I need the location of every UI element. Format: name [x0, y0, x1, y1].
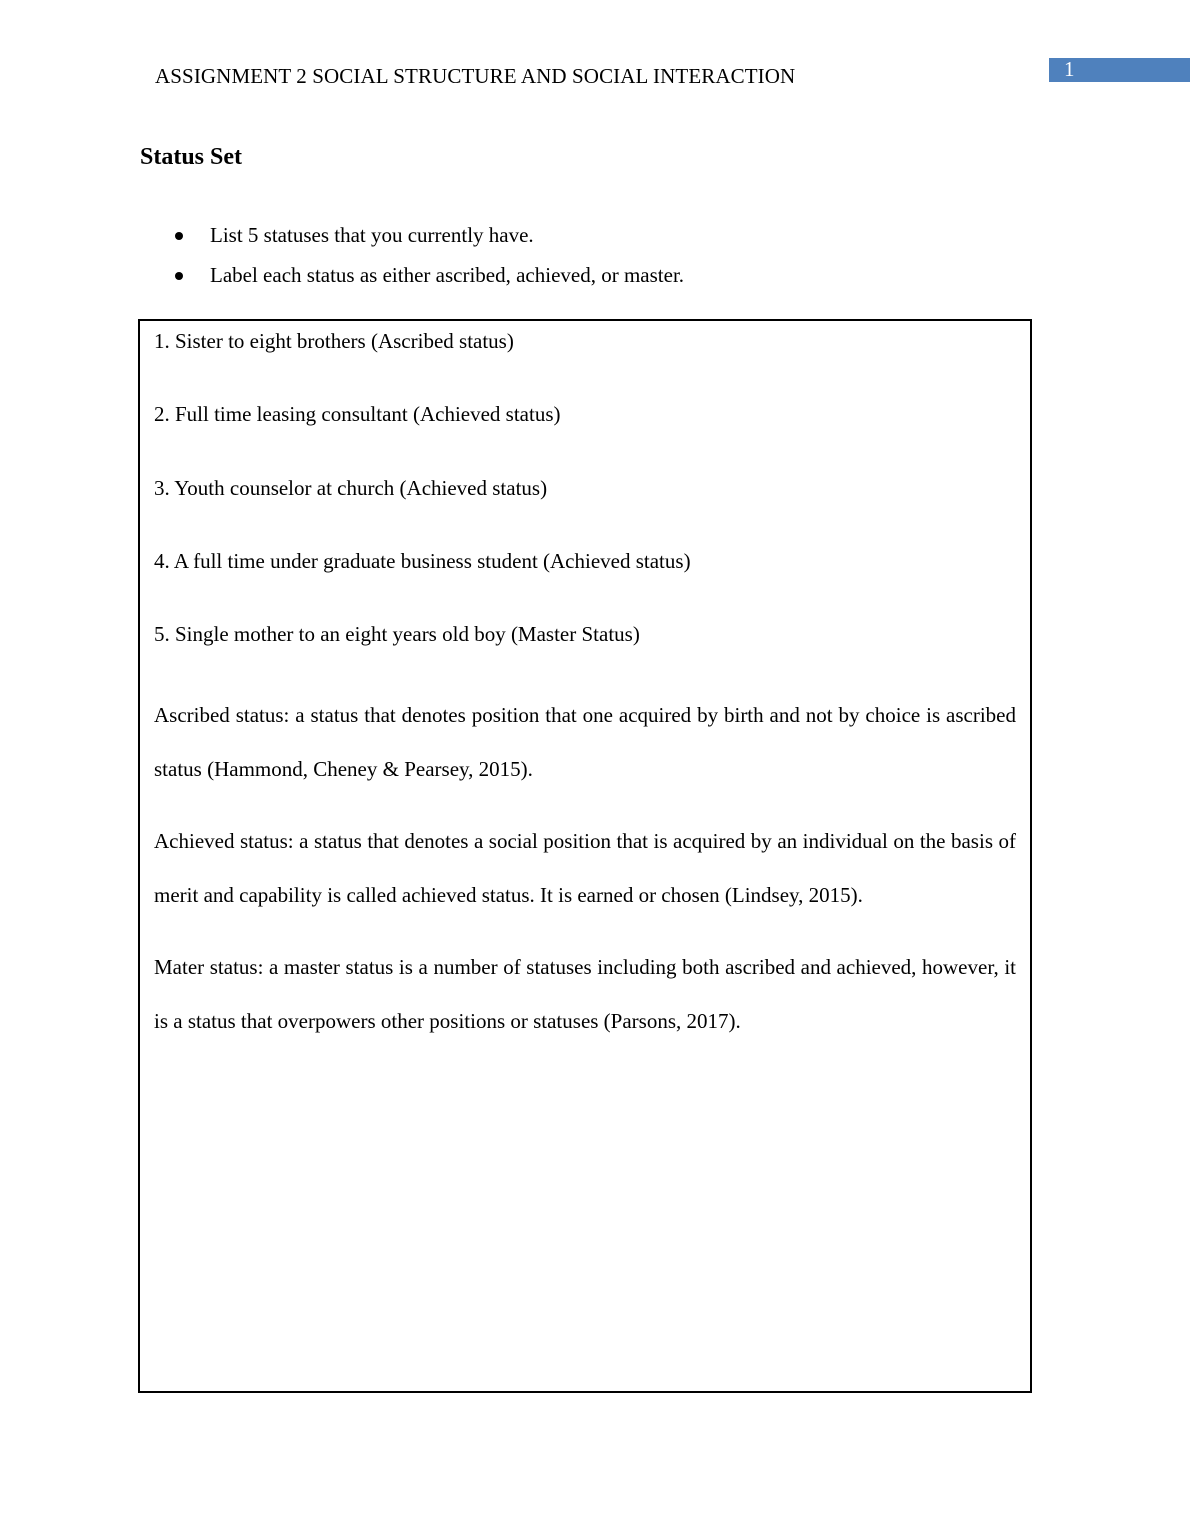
bullet-icon: [175, 272, 183, 280]
bullet-icon: [175, 232, 183, 240]
page-header-title: ASSIGNMENT 2 SOCIAL STRUCTURE AND SOCIAL INTERACTION: [155, 64, 796, 88]
definition-master: Mater status: a master status is a number of statuses including both ascribed and achieved, however, it is a status that overpowers other positions or statuses (Parsons, 2017).: [154, 955, 1016, 1033]
definition-achieved: Achieved status: a status that denotes a social position that is acquired by an individual on the basis of merit and capability is called achieved status. It is earned or chosen (Lindsey, 2015).: [154, 829, 1016, 907]
section-heading: Status Set: [140, 144, 243, 170]
page-number: 1: [1064, 57, 1075, 81]
status-item: 4. A full time under graduate business student (Achieved status): [154, 548, 691, 573]
instruction-text: Label each status as either ascribed, achieved, or master.: [210, 263, 685, 287]
status-item: 5. Single mother to an eight years old boy (Master Status): [154, 622, 640, 647]
instruction-text: List 5 statuses that you currently have.: [210, 223, 534, 247]
status-item: 3. Youth counselor at church (Achieved status): [154, 475, 548, 500]
status-item: 2. Full time leasing consultant (Achieved status): [154, 402, 561, 427]
definitions-section: [154, 689, 1016, 1068]
page-number-badge: [1049, 58, 1190, 82]
answer-box: [138, 319, 1032, 1393]
status-list: [154, 327, 691, 693]
status-item: 1. Sister to eight brothers (Ascribed status): [154, 329, 514, 353]
definition-ascribed: Ascribed status: a status that denotes position that one acquired by birth and not by choice is ascribed status (Hammond, Cheney & Pearsey, 2015).: [154, 703, 1016, 781]
